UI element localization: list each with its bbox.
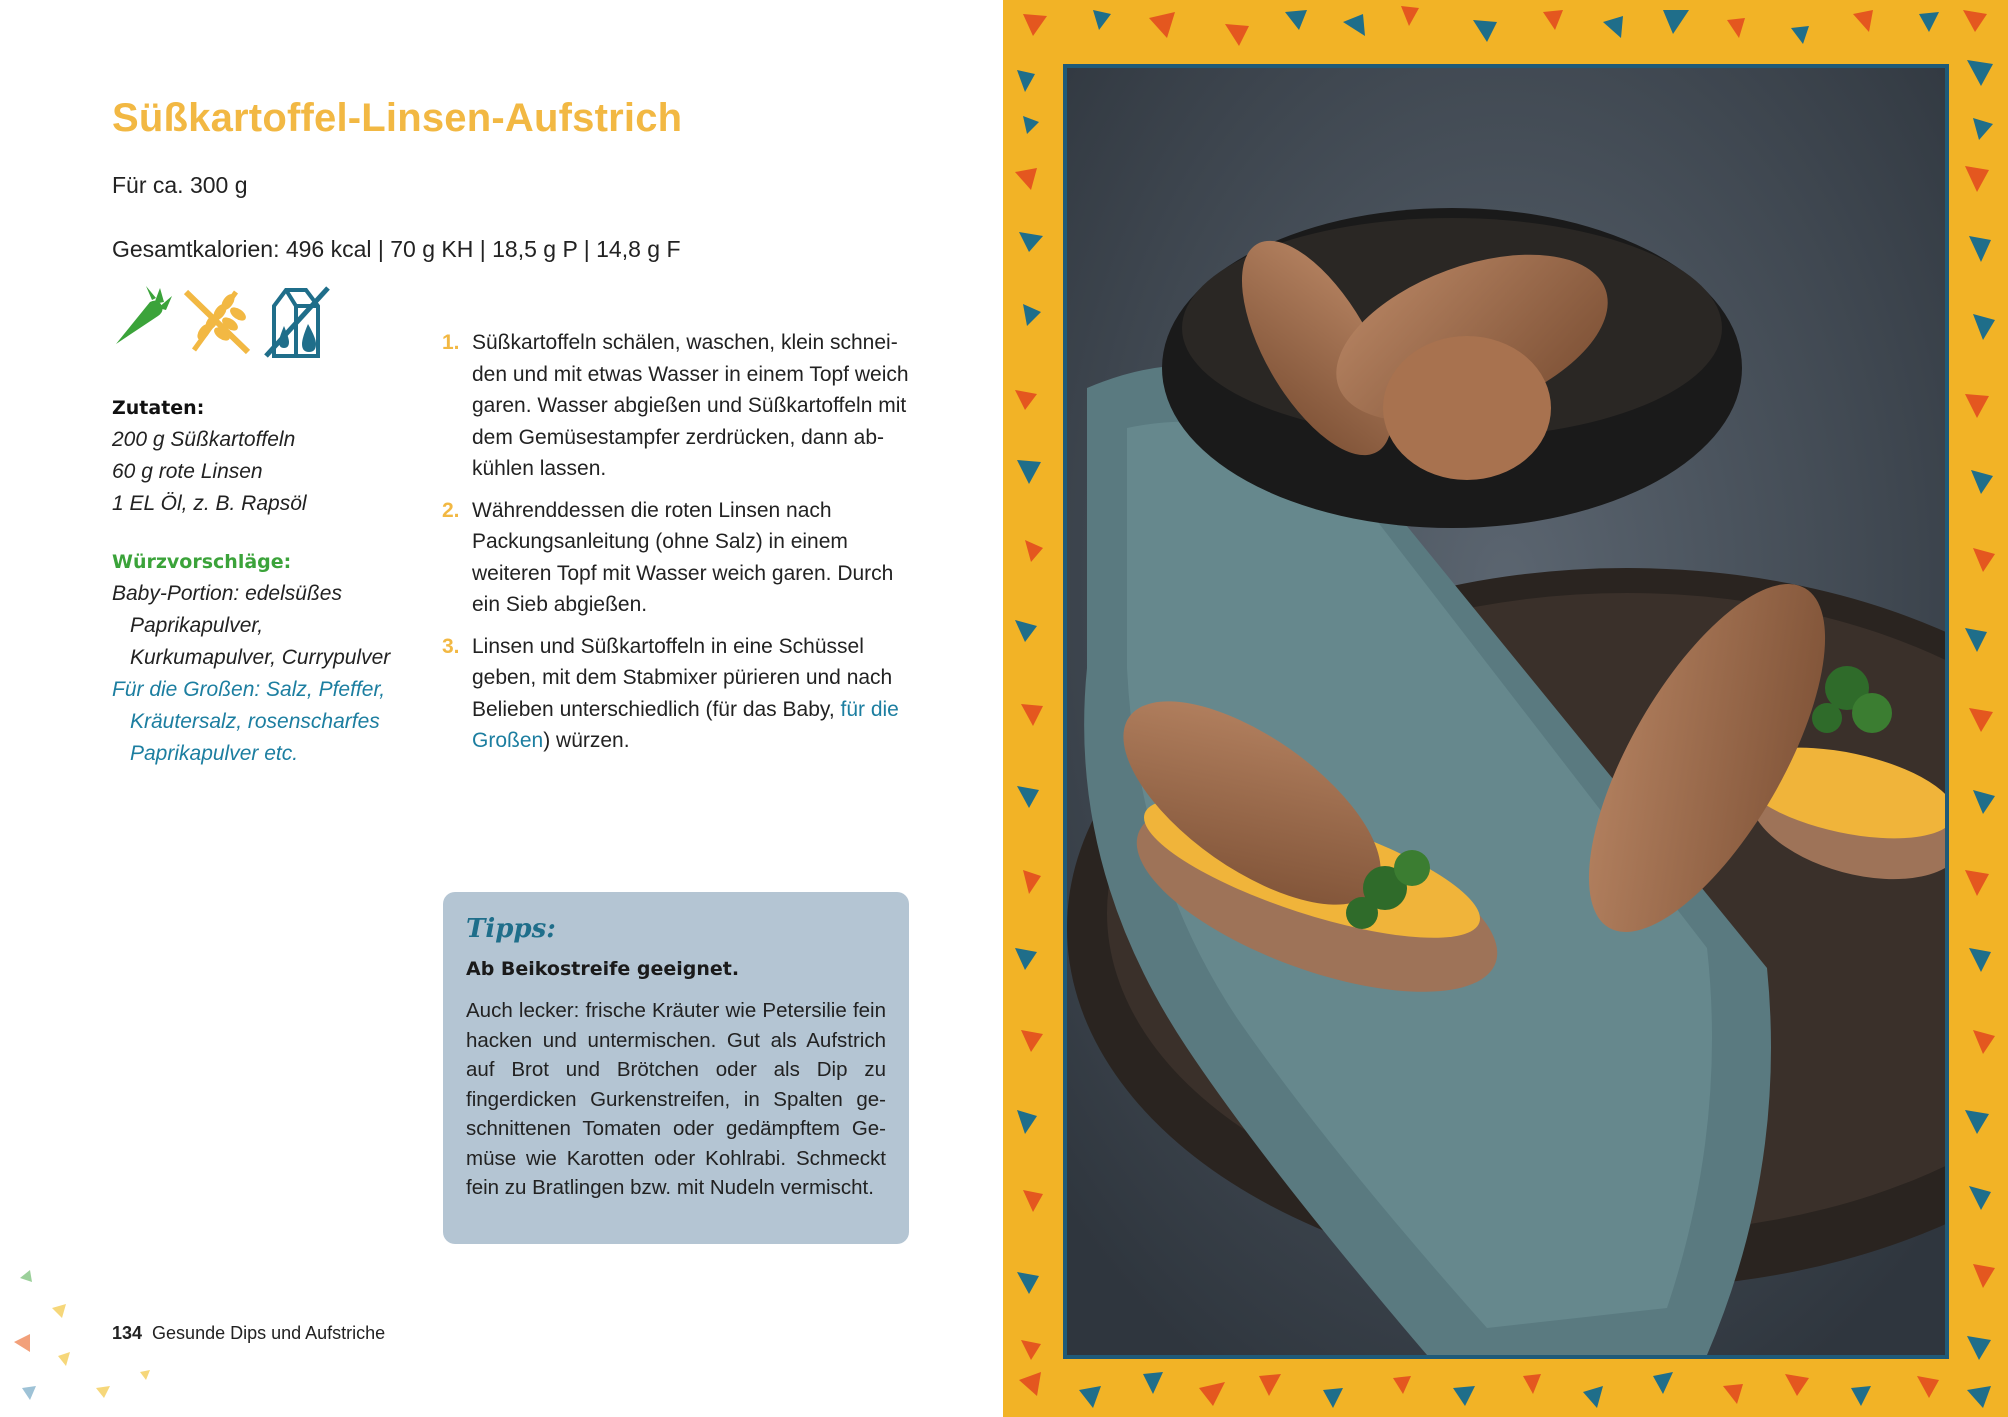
step-number: 2. (442, 498, 460, 522)
ingredients-list (112, 392, 432, 520)
left-page (0, 0, 1003, 1417)
step-text: Währenddessen die roten Linsen nach Packungsanleitung (ohne Salz) in einem weiteren Topf mit Wasser weich garen. Durch ein Sieb abgießen. (472, 498, 894, 616)
gluten-free-wheat-icon (182, 282, 254, 362)
step-text: ) würzen. (543, 729, 630, 752)
section-name: Gesunde Dips und Aufstriche (152, 1323, 386, 1343)
step-text: Linsen und Süßkartoffeln in eine Schüssel geben, mit dem Stabmixer pürieren und nach Belieben unterschiedlich (für das Baby, (472, 634, 893, 721)
step-text-adults: für die Großen (472, 697, 899, 752)
ingredients-heading: Zutaten: (112, 397, 205, 419)
ingredient-item: 200 g Süßkartoffeln (112, 428, 296, 451)
step-2 (442, 495, 912, 621)
ingredient-item: 60 g rote Linsen (112, 460, 263, 483)
step-number: 3. (442, 634, 460, 658)
bread-rolls-with-spread-image (1067, 68, 1945, 1355)
spice-suggestions (112, 546, 412, 770)
spice-adults-portion: Für die Großen: Salz, Pfeffer, Kräutersalz, rosenscharfes Paprikapulver etc. (112, 678, 386, 765)
recipe-yield: Für ca. 300 g (112, 172, 248, 198)
step-text: Süßkartoffeln schälen, waschen, klein schneiden und mit etwas Wasser in einem Topf weich garen. Wasser abgießen und Süßkartoffeln mit dem Gemüsestampfer zerdrücken, dann abkühlen lassen. (472, 331, 909, 480)
page-footer (112, 1323, 385, 1344)
food-photo (1063, 64, 1949, 1359)
step-3 (442, 631, 912, 757)
ingredient-item: 1 EL Öl, z. B. Rapsöl (112, 492, 307, 515)
recipe-title: Süßkartoffel-Linsen-Aufstrich (112, 96, 683, 140)
carrot-icon (110, 282, 174, 362)
spice-heading: Würzvorschläge: (112, 551, 292, 573)
step-1 (442, 327, 912, 485)
tips-box (443, 892, 909, 1244)
right-page (1003, 0, 2008, 1417)
step-number: 1. (442, 331, 460, 354)
lactose-free-milk-icon (262, 282, 334, 362)
tips-heading: Tipps: (466, 914, 556, 944)
diet-icons (110, 282, 334, 362)
recipe-calories: Gesamtkalorien: 496 kcal | 70 g KH | 18,5 g P | 14,8 g F (112, 236, 681, 262)
page-number: 134 (112, 1323, 143, 1343)
tips-body: Auch lecker: frische Kräuter wie Petersilie fein hacken und untermischen. Gut als Aufstrich auf Brot und Brötchen oder als Dip zu fingerdicken Gurkenstreifen, in Spalten geschnittenen Tomaten oder gedämpftem Gemüse wie Karotten oder Kohlrabi. Schmeckt fein zu Bratlingen bzw. mit Nudeln vermischt. (466, 999, 886, 1199)
instructions (442, 327, 912, 757)
spice-baby-portion: Baby-Portion: edelsüßes Paprikapulver, Kurkumapulver, Currypulver (112, 582, 391, 669)
tips-subheading: Ab Beikostreife geeignet. (466, 958, 740, 980)
